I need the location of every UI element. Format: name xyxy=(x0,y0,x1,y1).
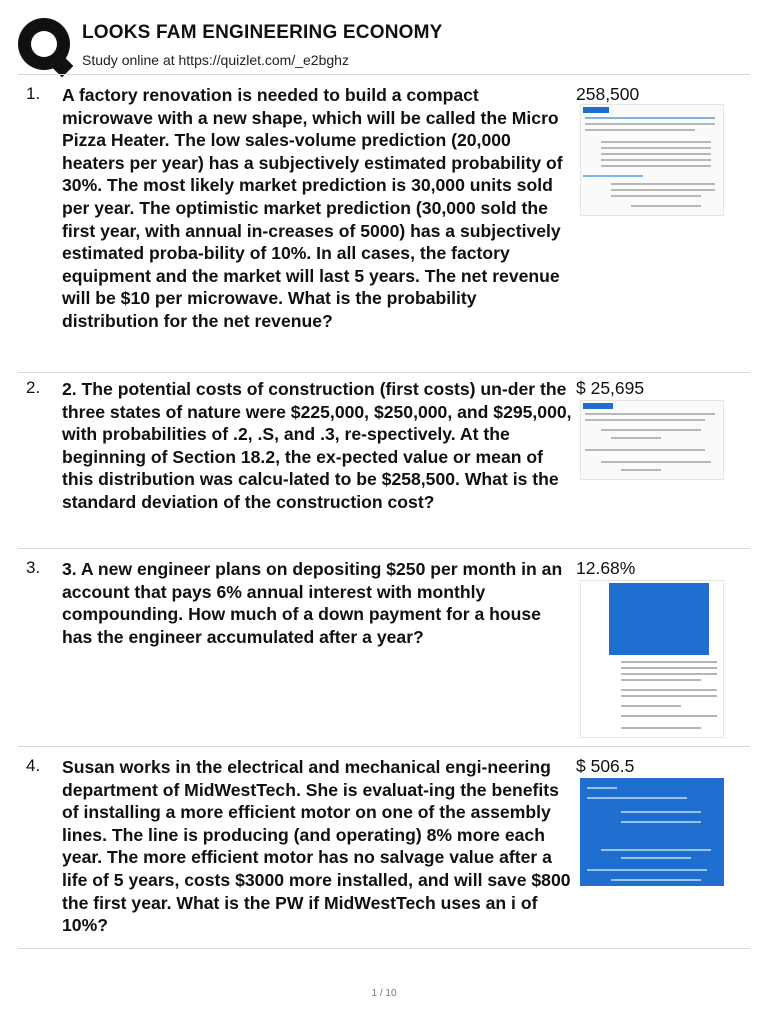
card-answer: $ 25,695 xyxy=(576,378,645,398)
divider xyxy=(18,372,750,373)
card-answer: 12.68% xyxy=(576,558,636,578)
qa-card-4 xyxy=(18,756,750,946)
card-answer: $ 506.5 xyxy=(576,756,635,776)
card-question: 3. A new engineer plans on depositing $250 per month in an account that pays 6% annual interest with monthly compounding. How much of a down payment for a house has the engineer accumulated after a year? xyxy=(62,559,563,647)
qa-card-3 xyxy=(18,558,750,738)
page-header xyxy=(18,14,758,76)
qa-card-1 xyxy=(18,84,750,374)
divider xyxy=(18,74,750,75)
answer-thumbnail xyxy=(580,104,724,216)
card-answer: 258,500 xyxy=(576,84,640,104)
divider xyxy=(18,548,750,549)
card-number: 3. xyxy=(26,558,41,577)
card-question: Susan works in the electrical and mechanical engi-neering department of MidWestTech. She is evaluat-ing the benefits of installing a more efficient motor on one of the assembly lines. The line is producing (and operating) 8% more each year. The more efficient motor has no salvage value after a life of 5 years, costs $3000 more installed, and will save $800 the first year. What is the PW if MidWestTech uses an i of 10%? xyxy=(62,757,571,936)
page-title: LOOKS FAM ENGINEERING ECONOMY xyxy=(82,22,443,43)
card-number: 4. xyxy=(26,756,41,775)
answer-thumbnail xyxy=(580,400,724,480)
card-question: A factory renovation is needed to build a compact microwave with a new shape, which will be called the Micro Pizza Heater. The low sales-volume prediction (20,000 heaters per year) has a subjectively estimated probability of 30%. The most likely market prediction is 30,000 units sold per year. The optimistic market prediction (30,000 sold the first year, with annual in-creases of 5000) has a subjectively estimated proba-bility of 10%. In all cases, the factory equipment and the market will last 5 years. The net revenue will be $10 per microwave. What is the probability distribution for the net revenue? xyxy=(62,85,563,331)
card-number: 1. xyxy=(26,84,41,103)
answer-thumbnail xyxy=(580,778,724,886)
answer-thumbnail xyxy=(580,580,724,738)
card-question: 2. The potential costs of construction (first costs) un-der the three states of nature were $225,000, $250,000, and $295,000, with probabilities of .2, .S, and .3, re-spectively. At the beginning of Section 18.2, the ex-pected value or mean of this distribution was calcu-lated to be $258,500. What is the standard deviation of the construction cost? xyxy=(62,379,572,512)
divider xyxy=(18,746,750,747)
quizlet-logo-icon xyxy=(18,18,70,70)
qa-card-2 xyxy=(18,378,750,543)
divider xyxy=(18,948,750,949)
page-number: 1 / 10 xyxy=(371,988,397,999)
page-subtitle: Study online at https://quizlet.com/_e2bghz xyxy=(82,52,349,68)
card-number: 2. xyxy=(26,378,41,397)
